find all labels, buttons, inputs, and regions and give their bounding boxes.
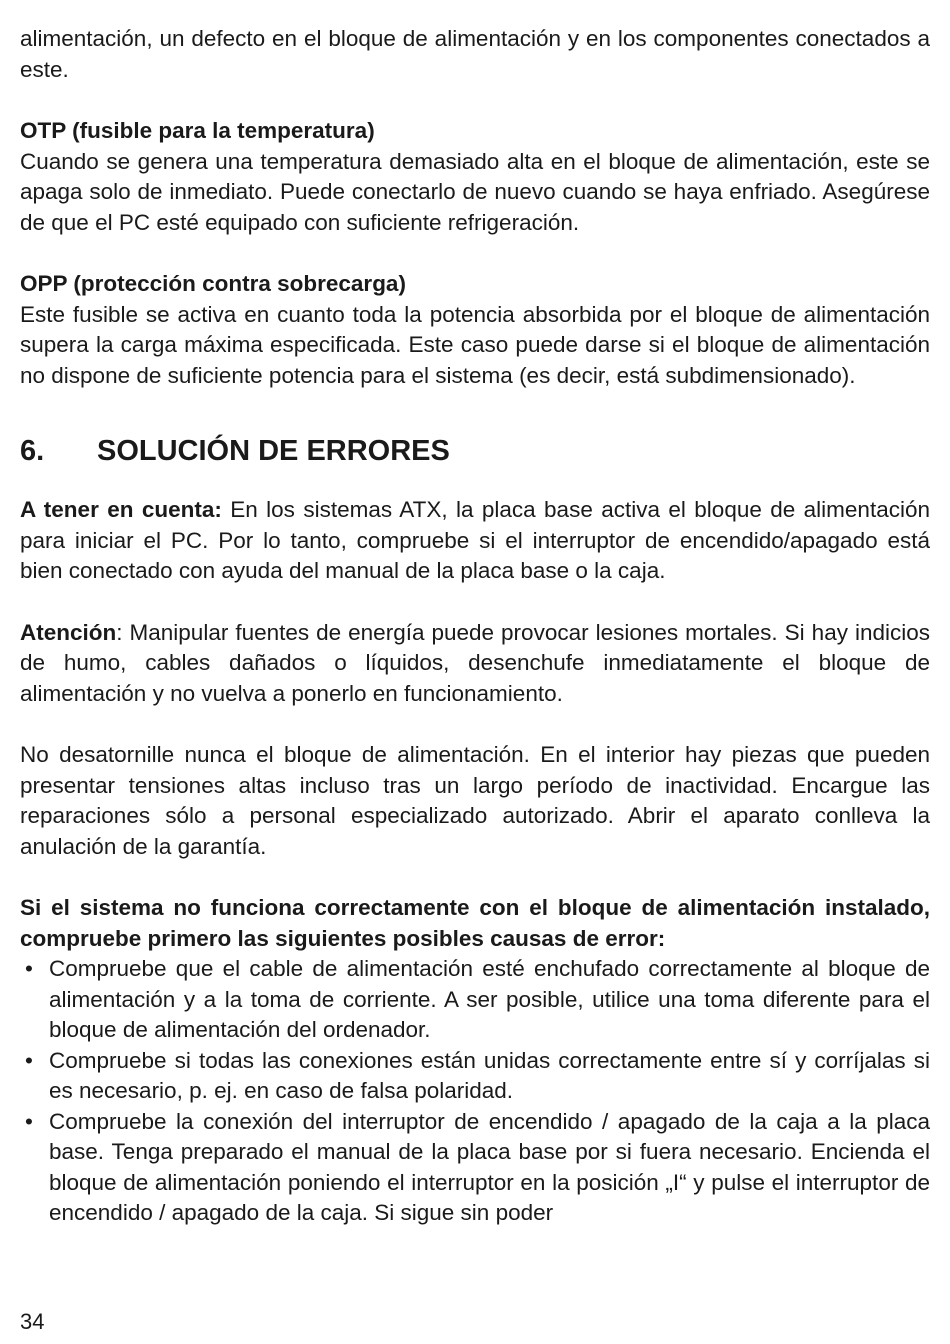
list-item-text: Compruebe si todas las conexiones están unidas correctamente entre sí y corríjalas si es necesario, p. ej. en caso de falsa polaridad. — [49, 1047, 930, 1103]
list-item — [20, 1107, 930, 1229]
page-number: 34 — [20, 1309, 45, 1334]
bullet-glyph: • — [25, 956, 33, 981]
section-number: 6. — [20, 435, 45, 467]
bullet-glyph: • — [25, 1047, 33, 1073]
list-item — [20, 1046, 930, 1107]
opp-heading: OPP (protección contra sobrecarga) — [20, 271, 406, 296]
otp-heading: OTP (fusible para la temperatura) — [20, 118, 375, 143]
opp-paragraph: Este fusible se activa en cuanto toda la potencia absorbida por el bloque de alimentación supera la carga máxima especificada. Este caso puede darse si el bloque de alimentación no dispone de suficiente potencia para el sistema (es decir, está subdimensionado). — [20, 301, 930, 388]
warning-body: : Manipular fuentes de energía puede provocar lesiones mortales. Si hay indicios de humo, cables dañados o líquidos, desenchufe inmediatamente el bloque de alimentación y no vuelva a ponerlo en funcionamiento. — [20, 619, 930, 706]
note-paragraph — [20, 495, 930, 587]
checklist — [20, 954, 930, 1229]
note-lead: A tener en cuenta: — [20, 497, 222, 522]
no-open-paragraph: No desatornille nunca el bloque de alimentación. En el interior hay piezas que pueden presentar tensiones altas incluso tras un largo período de inactividad. Encargue las reparaciones sólo a personal especializado autorizado. Abrir el aparato conlleva la anulación de la garantía. — [20, 742, 930, 859]
note-body: En los sistemas ATX, la placa base activa el bloque de alimentación para iniciar el PC. Por lo tanto, compruebe si el interruptor de encendido/apagado está bien conectado con ayuda del manual de la placa base o la caja. — [20, 497, 930, 583]
warning-paragraph — [20, 618, 930, 710]
document-page — [20, 24, 930, 1229]
section-title: SOLUCIÓN DE ERRORES — [97, 435, 450, 467]
checklist-intro: Si el sistema no funciona correctamente con el bloque de alimentación instalado, compruebe primero las siguientes posibles causas de error: — [20, 895, 930, 951]
list-item-text: Compruebe que el cable de alimentación esté enchufado correctamente al bloque de alimentación y a la toma de corriente. A ser posible, utilice una toma diferente para el bloque de alimentación del ordenador. — [49, 956, 930, 1042]
otp-paragraph: Cuando se genera una temperatura demasiado alta en el bloque de alimentación, este se apaga solo de inmediato. Puede conectarlo de nuevo cuando se haya enfriado. Asegúrese de que el PC esté equipado con suficiente refrigeración. — [20, 148, 930, 235]
list-item — [20, 954, 930, 1046]
section-heading — [20, 431, 930, 471]
warning-lead: Atención — [20, 619, 117, 645]
list-item-text: Compruebe la conexión del interruptor de encendido / apagado de la caja a la placa base. Tenga preparado el manual de la placa base por si fuera necesario. Encienda el bloque de alimentación poniendo el interruptor en la posición „I“ y pulse el interruptor de encendido / apagado de la caja. Si sigue sin poder — [49, 1108, 930, 1225]
intro-tail-paragraph: alimentación, un defecto en el bloque de alimentación y en los componentes conectados a este. — [20, 26, 930, 82]
bullet-glyph: • — [25, 1108, 33, 1134]
